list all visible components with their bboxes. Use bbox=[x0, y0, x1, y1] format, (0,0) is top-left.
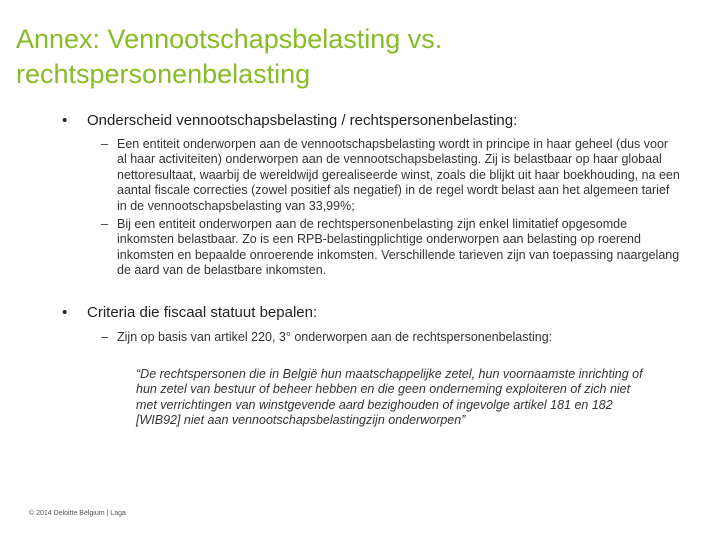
bullet-criteria-text: Criteria die fiscaal statuut bepalen: bbox=[87, 303, 318, 321]
sub-dash: – bbox=[101, 329, 108, 344]
subitem-artikel-220-text: Zijn op basis van artikel 220, 3° onderworpen aan de rechtspersonenbelasting: bbox=[117, 329, 553, 344]
bullet-dot: • bbox=[62, 112, 68, 129]
bullet-distinction-text: Onderscheid vennootschapsbelasting / rechtspersonenbelasting: bbox=[87, 112, 518, 129]
subitem-rechtspersonenbelasting-text: Bij een entiteit onderworpen aan de rechtspersonenbelasting zijn enkel limitatief opgesomde inkomsten belastbaar. Zo is een RPB-belastingplichtige onderworpen aan belasting op roerend inkomsten en bepaalde onroerende inkomsten. Verschillende tarieven zijn van toepassing naargelang de aard van de belastbare inkomsten. bbox=[117, 217, 680, 278]
bullet-distinction bbox=[0, 112, 720, 130]
sub-dash: – bbox=[101, 217, 108, 232]
subitem-rechtspersonenbelasting bbox=[0, 217, 720, 279]
bullet-criteria bbox=[0, 304, 720, 322]
slide-title: Annex: Vennootschapsbelasting vs. rechtspersonenbelasting bbox=[16, 24, 443, 89]
slide-content bbox=[0, 112, 720, 429]
subitem-artikel-220 bbox=[0, 330, 720, 345]
footer-copyright: © 2014 Deloitte Belgium | Laga bbox=[29, 510, 126, 517]
subitem-vennootschapsbelasting-text: Een entiteit onderworpen aan de vennootschapsbelasting wordt in principe in haar geheel (dus voor al haar activiteiten) onderworpen aan de vennootschapsbelasting. Zij is belastbaar op haar globaal nettoresultaat, waarbij de wereldwijd gerealiseerde winst, zoals die blijkt uit haar boekhouding, na een aantal fiscale correcties (zowel positief als negatief) in de regel wordt belast aan het algemeen tarief in de vennootschapsbelasting van 33,99%; bbox=[117, 137, 680, 213]
subitem-vennootschapsbelasting bbox=[0, 137, 720, 214]
legal-quote: “De rechtspersonen die in België hun maatschappelijke zetel, hun voornaamste inrichting of hun zetel van bestuur of beheer hebben en die geen onderneming exploiteren of zich niet met verrichtingen van winstgevende aard bezighouden of ingevolge artikel 181 en 182 [WIB92] niet aan vennootschapsbelastingzijn onderworpen” bbox=[136, 367, 643, 428]
bullet-dot: • bbox=[62, 303, 68, 321]
sub-dash: – bbox=[101, 137, 108, 151]
